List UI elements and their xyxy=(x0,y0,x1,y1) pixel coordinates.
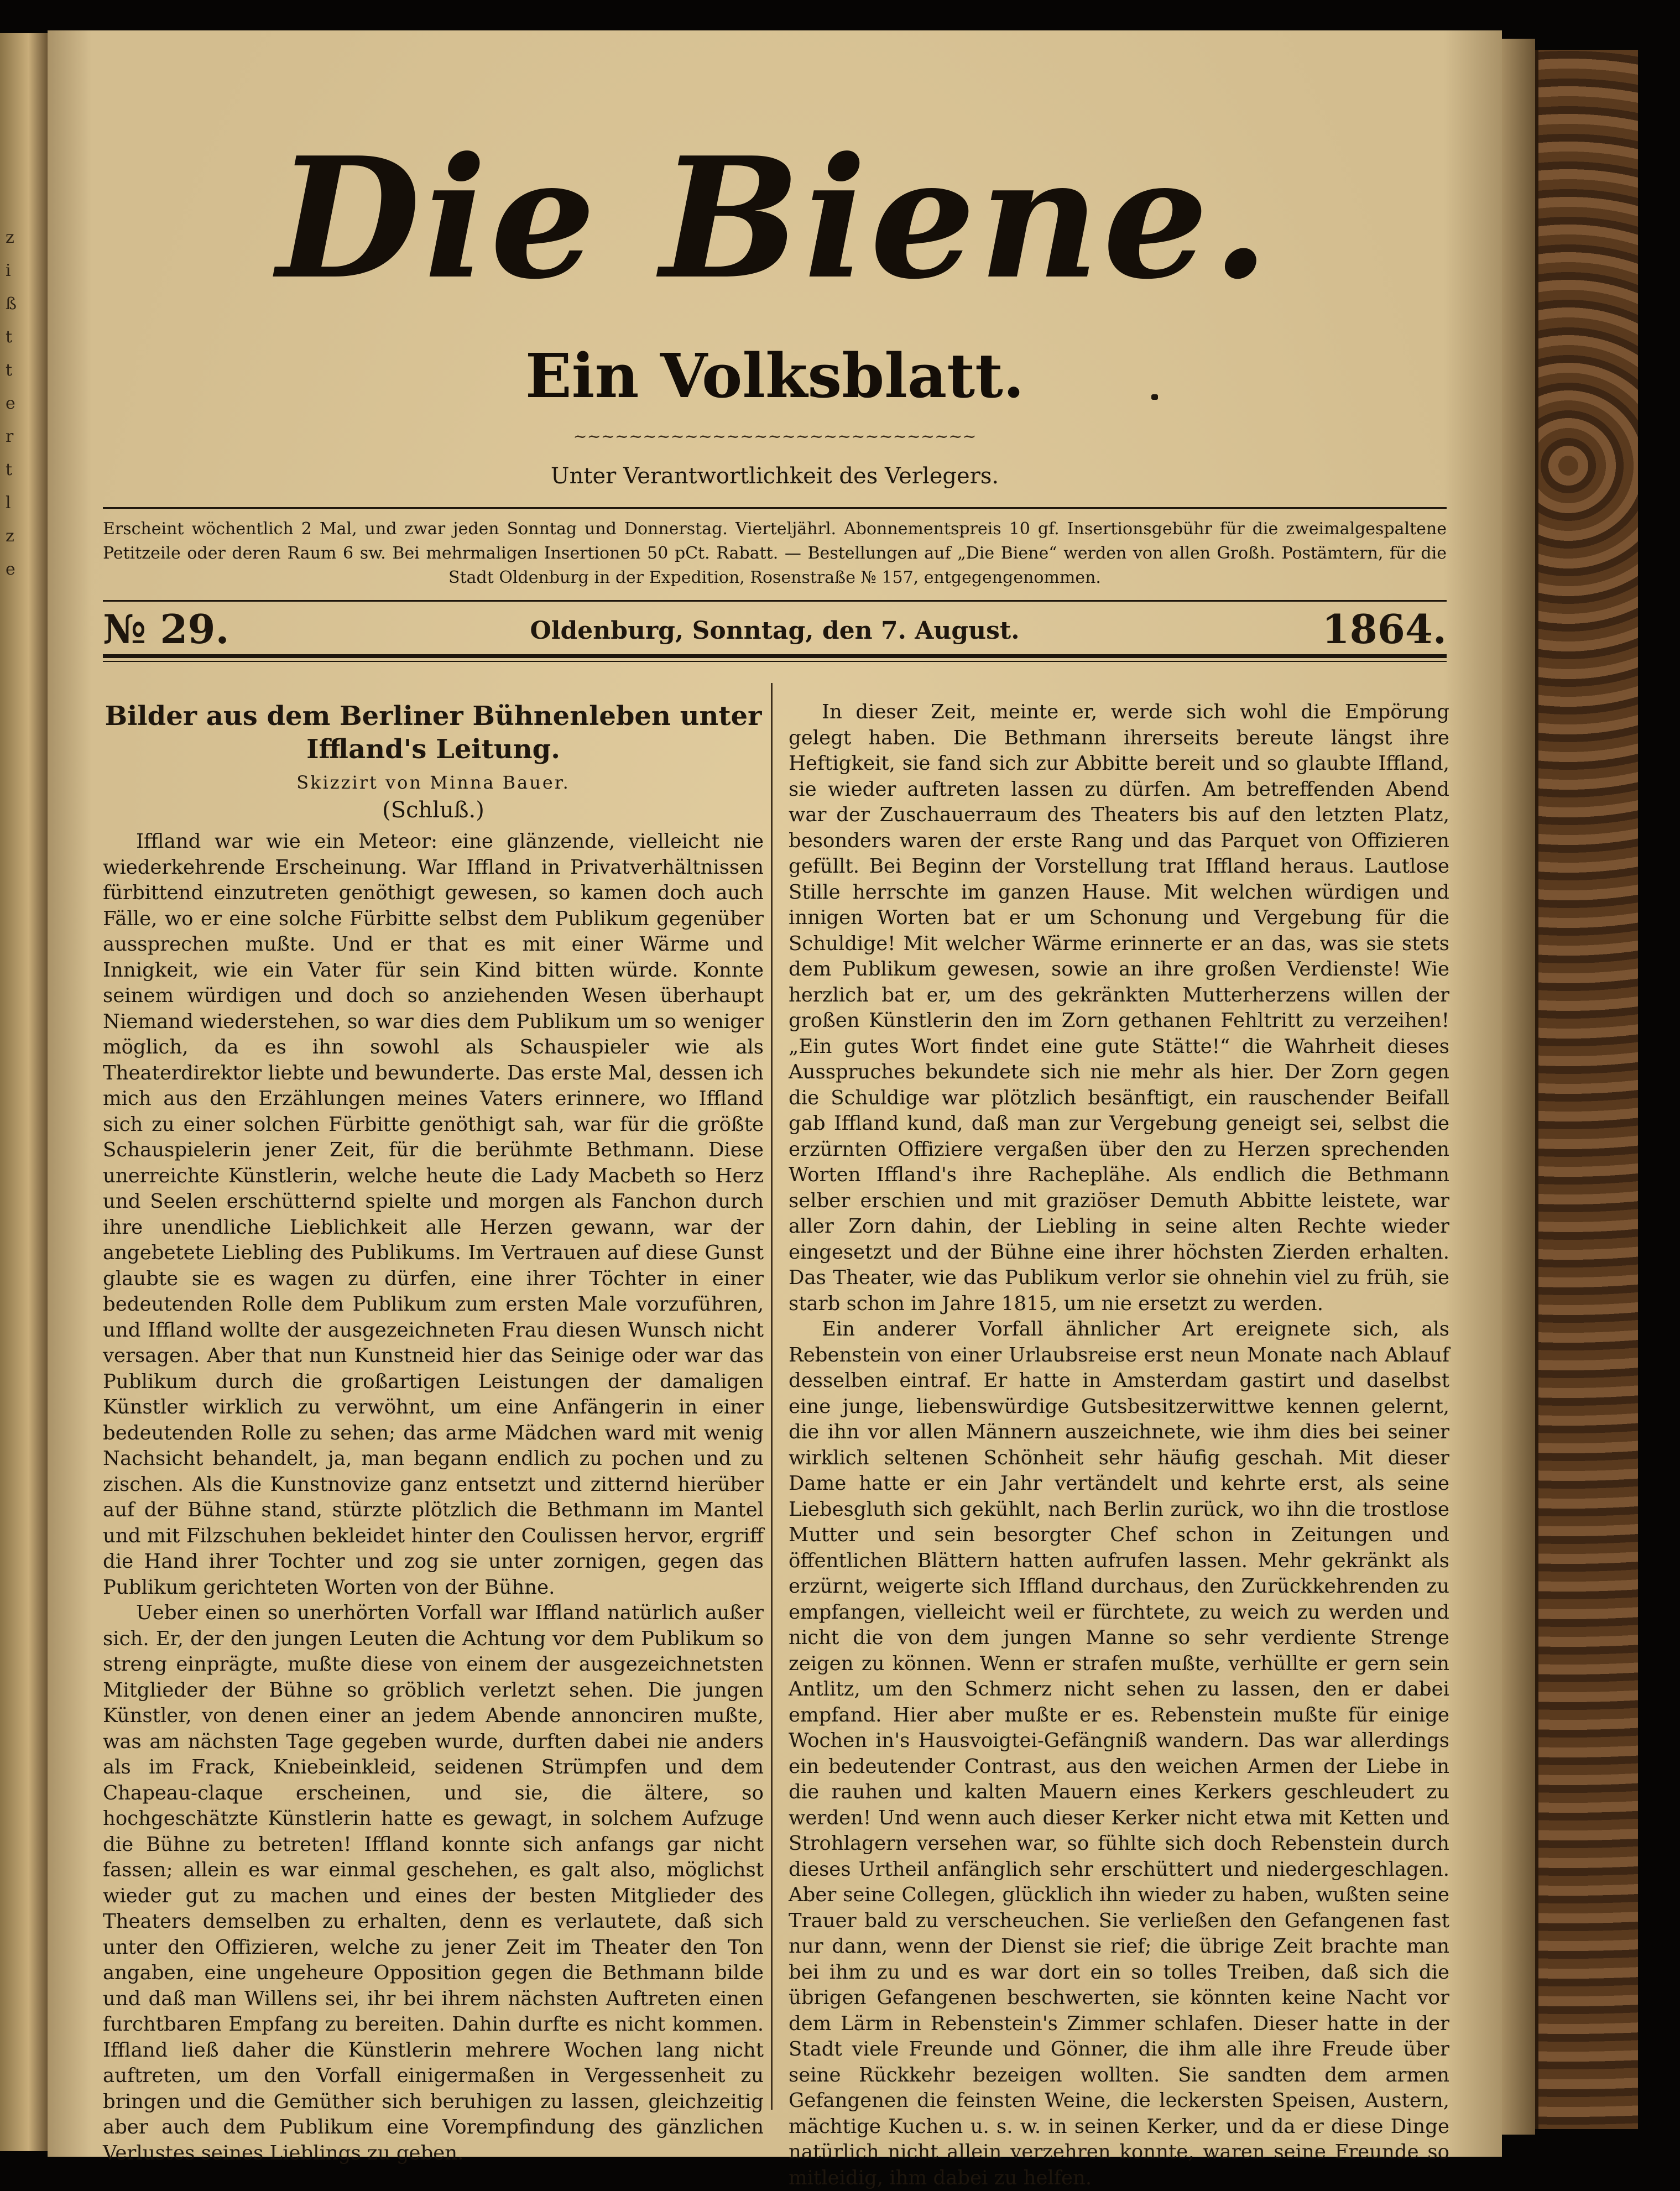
subscription-info: Erscheint wöchentlich 2 Mal, und zwar jeden Sonntag und Donnerstag. Vierteljährl. Abonnementspreis 10 gf. Insertionsgebühr für die zweimalgespaltene Petitzeile oder deren Raum 6 sw. Bei mehrmaligen Insertionen 50 pCt. Rabatt. — Bestellungen auf „Die Biene“ werden von allen Großh. Postämtern, für die Stadt Oldenburg in der Expedition, Rosenstraße № 157, entgegengenommen. xyxy=(103,519,1447,587)
ink-dot xyxy=(1151,394,1158,400)
page-binding xyxy=(1502,39,1535,2135)
newspaper-page xyxy=(48,30,1502,2189)
rule-thick xyxy=(103,654,1447,658)
paragraph: In dieser Zeit, meinte er, werde sich wohl die Empörung gelegt haben. Die Bethmann ihrerseits bereute längst ihre Heftigkeit, sie fand sich zur Abbitte bereit und so glaubte Iffland, sie wieder auftreten lassen zu dürfen. Am betreffenden Abend war der Zuschauerraum des Theaters bis auf den letzten Platz, besonders waren der erste Rang und das Parquet von Offizieren gefüllt. Bei Beginn der Vorstellung trat Iffland heraus. Lautlose Stille herrschte im ganzen Hause. Mit welchen würdigen und innigen Worten bat er um Schonung und Vergebung für die Schuldige! Mit welcher Wärme erinnerte er an das, was sie stets dem Publikum gewesen, sowie an ihre großen Verdienste! Wie herzlich bat er, um des gekränkten Mutterherzens willen der großen Künstlerin den im Zorn gethanen Fehltritt zu verzeihen! „Ein gutes Wort findet eine gute Stätte!“ die Wahrheit dieses Ausspruches bekundete sich nie mehr als hier. Der Zorn gegen die Schuldige war plötzlich besänftigt, ein rauschender Beifall gab Iffland kund, daß man zur Vergebung geneigt sei, selbst die erzürnten Offiziere vergaßen über den zu Herzen sprechenden Worten Iffland's ihre Racheplähe. Als endlich die Bethmann selber erschien und mit graziöser Demuth Abbitte leistete, war aller Zorn dahin, der Liebling in seine alten Rechte wieder eingesetzt und der Bühne eine ihrer höchsten Zierden erhalten. Das Theater, wie das Publikum verlor sie ohnehin viel zu früh, sie starb schon im Jahre 1815, um nie ersetzt zu werden. xyxy=(789,701,1449,1315)
column-right xyxy=(789,700,1449,2189)
article-part: (Schluß.) xyxy=(382,797,484,823)
issue-bar xyxy=(103,606,1447,655)
paragraph: Iffland war wie ein Meteor: eine glänzende, vielleicht nie wiederkehrende Erscheinung. War Iffland in Privatverhältnissen fürbittend einzutreten genöthigt gewesen, so kamen doch auch Fälle, wo er eine solche Fürbitte selbst dem Publikum gegenüber aussprechen mußte. Und er that es mit einer Wärme und Innigkeit, wie ein Vater für sein Kind bitten würde. Konnte seinem würdigen und doch so anziehenden Wesen überhaupt Niemand wiederstehen, so war dies dem Publikum um so weniger möglich, da es ihn sowohl als Schauspieler wie als Theaterdirektor liebte und bewunderte. Das erste Mal, dessen ich mich aus den Erzählungen meines Vaters erinnere, wo Iffland sich zu einer solchen Fürbitte genöthigt sah, war für die größte Schauspielerin jener Zeit, für die berühmte Bethmann. Diese unerreichte Künstlerin, welche heute die Lady Macbeth so Herz und Seelen erschütternd spielte und morgen als Fanchon durch ihre unendliche Lieblichkeit alle Herzen gewann, war der angebetete Liebling des Publikums. Im Vertrauen auf diese Gunst glaubte sie es wagen zu dürfen, eine ihrer Töchter in einer bedeutenden Rolle dem Publikum zum ersten Male vorzuführen, und Iffland wollte der ausgezeichneten Frau diesen Wunsch nicht versagen. Aber that nun Kunstneid hier das Seinige oder war das Publikum durch die großartigen Leistungen der damaligen Künstler wirklich zu verwöhnt, um eine Anfängerin in einer bedeutenden Rolle zu sehen; das arme Mädchen ward mit wenig Nachsicht behandelt, ja, man begann endlich zu pochen und zu zischen. Als die Kunstnovize ganz entsetzt und zitternd hierüber auf der Bühne stand, stürzte plötzlich die Bethmann im Mantel und mit Filzschuhen bekleidet hinter den Coulissen hervor, ergriff die Hand ihrer Tochter und zog sie unter zornigen, gegen das Publikum gerichteten Worten von der Bühne. xyxy=(103,830,764,1599)
article-byline: Skizzirt von Minna Bauer. xyxy=(296,772,570,793)
facing-page-edge xyxy=(0,33,48,2151)
issue-number: № 29. xyxy=(103,606,229,653)
issue-date: Oldenburg, Sonntag, den 7. August. xyxy=(530,617,1020,645)
rule-info-bottom xyxy=(103,600,1447,602)
article-title: Bilder aus dem Berliner Bühnenleben unter Iffland's Leitung. xyxy=(105,701,762,765)
paragraph: Ein anderer Vorfall ähnlicher Art ereignete sich, als Rebenstein von einer Urlaubsreise erst neun Monate nach Ablauf desselben eintraf. Er hatte in Amsterdam gastirt und daselbst eine junge, liebenswürdige Gutsbesitzerwittwe kennen gelernt, die ihn vor allen Männern auszeichnete, wie ihm dies bei seiner wirklich seltenen Schönheit sehr häufig geschah. Mit dieser Dame hatte er ein Jahr vertändelt und kehrte erst, als seine Liebesgluth sich gekühlt, nach Berlin zurück, wo ihn die trostlose Mutter und sein besorgter Chef schon in Zeitungen und öffentlichen Blättern hatten aufrufen lassen. Mehr gekränkt als erzürnt, weigerte sich Iffland durchaus, den Zurückkehrenden zu empfangen, vielleicht weil er fürchtete, zu weich zu werden und nicht die von dem jungen Manne so sehr verdiente Strenge zeigen zu können. Wenn er strafen mußte, verhüllte er gern sein Antlitz, um den Schmerz nicht sehen zu lassen, den er dabei empfand. Hier aber mußte er es. Rebenstein mußte für einige Wochen in's Hausvoigtei-Gefängniß wandern. Das war allerdings ein bedeutender Contrast, aus den weichen Armen der Liebe in die rauhen und kalten Mauern eines Kerkers geschleudert zu werden! Und wenn auch dieser Kerker nicht etwa mit Ketten und Strohlagern versehen war, so fühlte sich doch Rebenstein durch dieses Urtheil anfänglich sehr erschüttert und niedergeschlagen. Aber seine Collegen, glücklich ihn wieder zu haben, wußten seine Trauer bald zu verscheuchen. Sie verließen den Gefangenen fast nur dann, wenn der Dienst sie rief; die übrige Zeit brachte man bei ihm zu und es war dort ein so tolles Treiben, daß sich die übrigen Gefangenen beschwerten, sie könnten keine Nacht vor dem Lärm in Rebenstein's Zimmer schlafen. Dieser hatte in der Stadt viele Freunde und Gönner, die ihm alle ihre Freude über seine Rückkehr bezeigen wollten. Sie sandten dem armen Gefangenen die feinsten Weine, die leckersten Speisen, Austern, mächtige Kuchen u. s. w. in seinen Kerker, und da er diese Dinge natürlich nicht allein verzehren konnte, waren seine Freunde so mitleidig, ihm dabei zu helfen. xyxy=(789,1318,1449,2189)
marbled-cover xyxy=(1535,50,1638,2129)
responsibility-line: Unter Verantwortlichkeit des Verlegers. xyxy=(550,463,999,489)
rule-thin xyxy=(103,661,1447,662)
rule-top xyxy=(103,507,1447,509)
newspaper-subtitle: Ein Volksblatt. xyxy=(525,340,1025,411)
paragraph: Ueber einen so unerhörten Vorfall war Iffland natürlich außer sich. Er, der den jungen Leuten die Achtung vor dem Publikum so streng einprägte, mußte diese von einem der ausgezeichnetsten Mitglieder der Bühne so gröblich verletzt sehen. Die jungen Künstler, von denen einer an jedem Abende annonciren mußte, was am nächsten Tage gegeben wurde, durften dabei nie anders als im Frack, Kniebeinkleid, seidenen Strümpfen und dem Chapeau-claque erscheinen, und sie, die ältere, so hochgeschätzte Künstlerin hatte es gewagt, in solchem Aufzuge die Bühne zu betreten! Iffland konnte sich anfangs gar nicht fassen; allein es war einmal geschehen, es galt also, möglichst wieder gut zu machen und eines der besten Mitglieder des Theaters demselben zu erhalten, denn es verlautete, daß sich unter den Offizieren, welche zu jener Zeit im Theater den Ton angaben, eine ungeheure Opposition gegen die Bethmann bilde und daß man Willens sei, ihr bei ihrem nächsten Auftreten einen furchtbaren Empfang zu bereiten. Dahin durfte es nicht kommen. Iffland ließ daher die Künstlerin mehrere Wochen lang nicht auftreten, um den Vorfall einigermaßen in Vergessenheit zu bringen und die Gemüther sich beruhigen zu lassen, gleichzeitig aber auch dem Publikum eine Vorempfindung des gänzlichen Verlustes seines Lieblings zu geben. xyxy=(103,1601,764,2164)
column-left xyxy=(103,700,764,2164)
column-divider xyxy=(771,683,773,2110)
newspaper-title: Die Biene. xyxy=(276,121,1273,316)
ornament-rule: ~~~~~~~~~~~~~~~~~~~~~~~~~~~~~ xyxy=(573,427,977,446)
facing-page-letters: z i ß t t e r t l z e xyxy=(6,228,17,579)
issue-year: 1864. xyxy=(1322,606,1447,653)
